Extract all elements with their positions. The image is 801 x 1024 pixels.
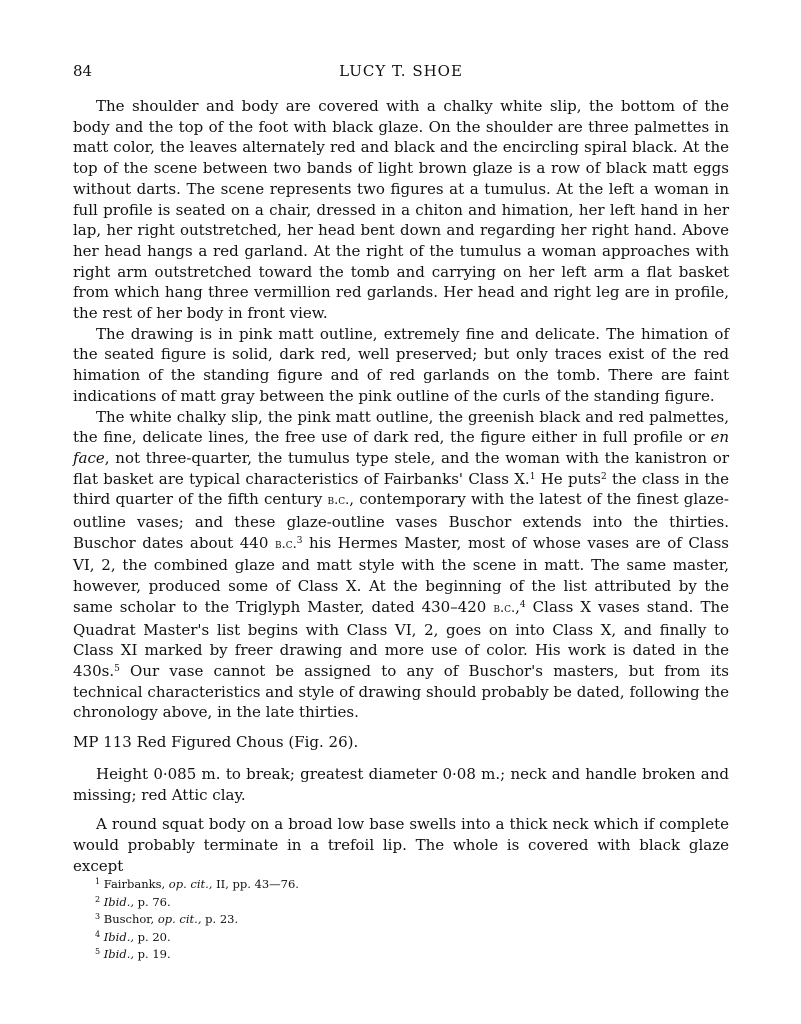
footnote-text: p. 23.: [201, 912, 239, 926]
footnote-1: [95, 876, 695, 894]
p3-text-d: the class in the third quarter of the fifth century: [73, 469, 730, 509]
footnote-text: Fairbanks,: [103, 877, 169, 891]
paragraph-5: A round squat body on a broad low base swells into a thick neck which if complete would probably terminate in a trefoil lip. The whole is covered with black glaze except: [73, 815, 729, 875]
footnotes: [95, 876, 695, 964]
p3-text-i: Our vase cannot be assigned to any of Buschor's masters, but from its technical characteristics and style of drawing should probably be dated, following the chronology above, in the late thirties.: [73, 661, 729, 722]
footnote-ref-1[interactable]: 1: [529, 471, 536, 482]
footnote-4: [95, 929, 695, 947]
paragraph-2: The drawing is in pink matt outline, extremely fine and delicate. The himation of the seated figure is solid, dark red, well preserved; but only traces exist of the red himation of the standing figure and of red garlands on the tomb. There are faint indications of matt gray between the pink outline of the curls of the standing figure.: [73, 324, 729, 405]
p3-text-e: , contemporary with the latest of the finest glaze-outline vases; and these glaze-outline vases Buschor extends into the thirties. Buschor dates about 440: [73, 490, 729, 552]
p3-text-c: He puts: [535, 469, 601, 488]
page-number: 84: [73, 62, 93, 80]
p3-text-b: , not three-quarter, the tumulus type stele, and the woman with the kanistron or flat basket are typical characteristics of Fairbanks' Class X.: [73, 448, 729, 488]
body-text: [73, 96, 729, 723]
running-head: LUCY T. SHOE: [339, 62, 463, 80]
p3-text-a: The white chalky slip, the pink matt outline, the greenish black and red palmettes, the fine, delicate lines, the free use of dark red, the figure either in full profile or: [73, 407, 729, 447]
footnote-ref-5[interactable]: 5: [114, 663, 120, 674]
footnote-text: p. 20.: [134, 929, 171, 944]
p3-text-f: his Hermes Master, most of whose vases are of Class VI, 2, the combined glaze and matt style with the scene in matt. The same master, however, produced some of Class X. At the beginning of the list attributed by the same scholar to the Triglyph Master, dated 430–420: [73, 533, 729, 616]
footnote-2: [95, 894, 695, 912]
paragraph-3: [73, 407, 729, 724]
catalog-entry-text: [73, 764, 729, 886]
footnote-ref-2[interactable]: 2: [600, 471, 607, 482]
p3-italic-en-face: en face: [73, 428, 729, 467]
footnote-ref-4[interactable]: 4: [519, 599, 526, 610]
footnote-number: 1: [95, 877, 101, 886]
footnote-italic: op. cit.,: [168, 877, 213, 891]
bc-abbrev: b.c.: [274, 536, 297, 552]
footnote-italic: Ibid.,: [103, 894, 135, 909]
footnote-5: [95, 946, 695, 964]
footnote-text: p. 76.: [134, 894, 171, 909]
p3-text-h: Class X vases stand. The Quadrat Master's list begins with Class VI, 2, goes on into Class X, and finally to Class XI marked by freer drawing and more use of color. His work is dated in the 430s.: [73, 597, 729, 680]
footnote-number: 5: [95, 947, 101, 956]
bc-abbrev: b.c.: [493, 600, 516, 616]
footnote-italic: Ibid.,: [103, 947, 135, 961]
catalog-entry-heading: MP 113 Red Figured Chous (Fig. 26).: [73, 733, 359, 751]
page-header: [73, 62, 729, 84]
footnote-italic: op. cit.,: [157, 912, 202, 926]
footnote-3: [95, 911, 695, 929]
footnote-text: p. 19.: [134, 947, 171, 961]
footnote-number: 4: [95, 929, 101, 939]
footnote-text: II, pp. 43—76.: [212, 877, 299, 891]
footnote-text: Buschor,: [103, 912, 158, 926]
footnote-italic: Ibid.,: [103, 929, 135, 944]
paragraph-1: The shoulder and body are covered with a chalky white slip, the bottom of the body and the top of the foot with black glaze. On the shoulder are three palmettes in matt color, the leaves alternately red and black and the encircling spiral black. At the top of the scene between two bands of light brown glaze is a row of black matt eggs without darts. The scene represents two figures at a tumulus. At the left a woman in full profile is seated on a chair, dressed in a chiton and himation, her left hand in her lap, her right outstretched, her head bent down and regarding her right hand. Above her head hangs a red garland. At the right of the tumulus a woman approaches with right arm outstretched toward the tomb and carrying on her left arm a flat basket from which hang three vermillion red garlands. Her head and right leg are in profile, the rest of her body in front view.: [73, 97, 729, 323]
footnote-number: 2: [95, 894, 101, 904]
paragraph-4: Height 0·085 m. to break; greatest diameter 0·08 m.; neck and handle broken and missing; red Attic clay.: [73, 765, 729, 804]
footnote-number: 3: [95, 912, 101, 921]
footnote-ref-3[interactable]: 3: [296, 535, 303, 546]
bc-abbrev: b.c.: [327, 493, 350, 509]
p3-text-g: ,: [515, 597, 520, 616]
